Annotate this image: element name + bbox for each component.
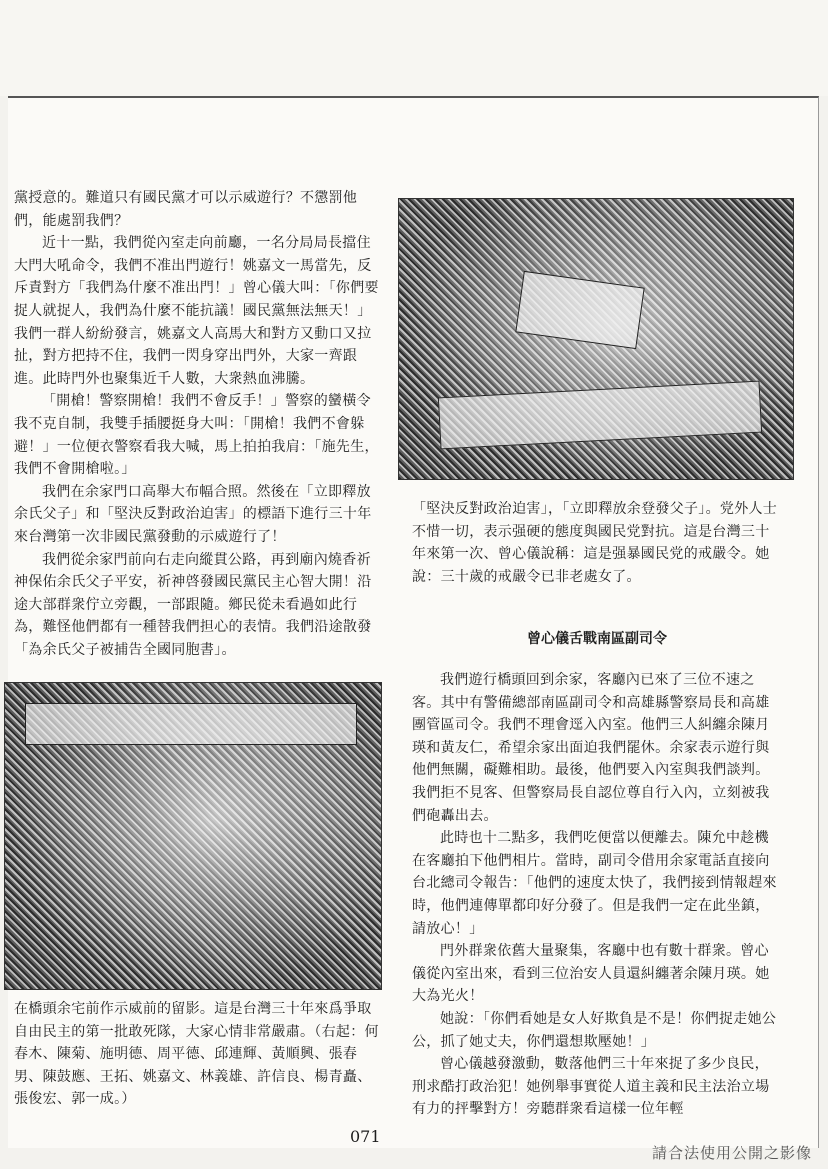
right-column-text — [412, 669, 782, 1121]
caption-text: 在橋頭余宅前作示威前的留影。這是台灣三十年來爲爭取自由民主的第一批敢死隊，大家心情非常嚴肅。（右起：何春木、陳菊、施明德、周平德、邱連輝、黃順興、張春男、陳鼓應、王拓、姚嘉文、林義雄、許信良、楊青矗、張俊宏、郭一成。） — [14, 1001, 379, 1108]
paragraph: 我們在余家門口高舉大布幅合照。然後在「立即釋放余氏父子」和「堅決反對政治迫害」的標語下進行三十年來台灣第一次非國民黨發動的示威遊行了！ — [14, 483, 372, 545]
paragraph: 此時也十二點多，我們吃便當以便離去。陳允中趁機在客廳拍下他們相片。當時，副司令借用余家電話直接向台北總司令報告：「他們的速度太快了，我們接到情報趕來時，他們連傳單都印好分發了。但是我們一定在此坐鎮，請放心！」 — [412, 830, 777, 937]
scan-top-margin — [0, 0, 828, 96]
paragraph: 曾心儀越發激動，數落他們三十年來捉了多少良民，刑求酷打政治犯！她例舉事實從人道主義和民主法治立場有力的抨擊對方！旁聽群衆看這樣一位年輕 — [412, 1056, 770, 1118]
caption-text: 「堅決反對政治迫害」，「立即釋放余登發父子」。党外人士不惜一切，表示强硬的態度與國民党對抗。這是台灣三十年來第一次、曾心儀說稱：這是强暴國民党的戒嚴令。她說：三十歲的戒嚴令已非老處女了。 — [412, 501, 778, 585]
left-photo-caption — [14, 998, 384, 1111]
paragraph: 黨授意的。難道只有國民黨才可以示威遊行？不懲罰他們，能處罰我們？ — [14, 190, 358, 229]
paragraph: 她說：「你們看她是女人好欺負是不是！你們捉走她公公，抓了她丈夫，你們還想欺壓她！」 — [412, 1010, 777, 1050]
watermark: 請合法使用公開之影像 — [651, 1144, 812, 1162]
page-number: 071 — [350, 1127, 381, 1146]
photo-banner-shape — [25, 703, 357, 745]
paragraph: 我們從余家門前向右走向縱貫公路，再到廟內燒香祈神保佑余氏父子平安，祈神啓發國民黨民主心智大開！沿途大部群衆佇立旁觀，一部跟隨。鄉民從未看過如此行為，難怪他們都有一種替我們担心的表情。我們沿途散發「為余氏父子被捕告全國同胞書」。 — [14, 551, 372, 658]
section-heading: 曾心儀舌戰南區副司令 — [527, 631, 667, 647]
paragraph: 門外群衆依舊大量聚集，客廳中也有數十群衆。曾心儀從內室出來，看到三位治安人員還糾纏著余陳月瑛。她大為光火！ — [412, 943, 770, 1005]
paragraph: 「開槍！警察開槍！我們不會反手！」警察的蠻橫令我不克自制，我雙手插腰挺身大叫：「開槍！我們不會躲避！」一位便衣警察看我大喊，馬上拍拍我肩：「施先生，我們不會開槍啦。」 — [14, 393, 379, 478]
protest-banner-photo — [398, 198, 794, 480]
paragraph: 近十一點，我們從內室走向前廳，一名分局局長擋住大門大吼命令，我們不准出門遊行！姚嘉文一馬當先，反斥責對方「我們為什麼不准出門！」曾心儀大叫：「你們要捉人就捉人，我們為什麼不能抗議！國民黨無法無天！」我們一群人紛紛發言，姚嘉文人高馬大和對方又動口又拉扯，對方把持不住，我們一閃身穿出門外，大家一齊跟進。此時門外也聚集近千人數，大衆熱血沸騰。 — [14, 235, 379, 387]
paragraph: 我們遊行橋頭回到余家，客廳內已來了三位不速之客。其中有警備總部南區副司令和高雄縣警察局長和高雄團管區司令。我們不理會逕入內室。他們三人糾纏余陳月瑛和黃友仁，希望余家出面迫我們罷休。余家表示遊行與他們無關，礙難相助。最後，他們要入內室與我們談判。我們拒不見客、但警察局長自認位尊自行入內，立刻被我們砲轟出去。 — [412, 672, 770, 824]
left-column-text — [14, 187, 384, 661]
group-photo — [4, 682, 382, 990]
right-photo-caption — [412, 498, 782, 588]
